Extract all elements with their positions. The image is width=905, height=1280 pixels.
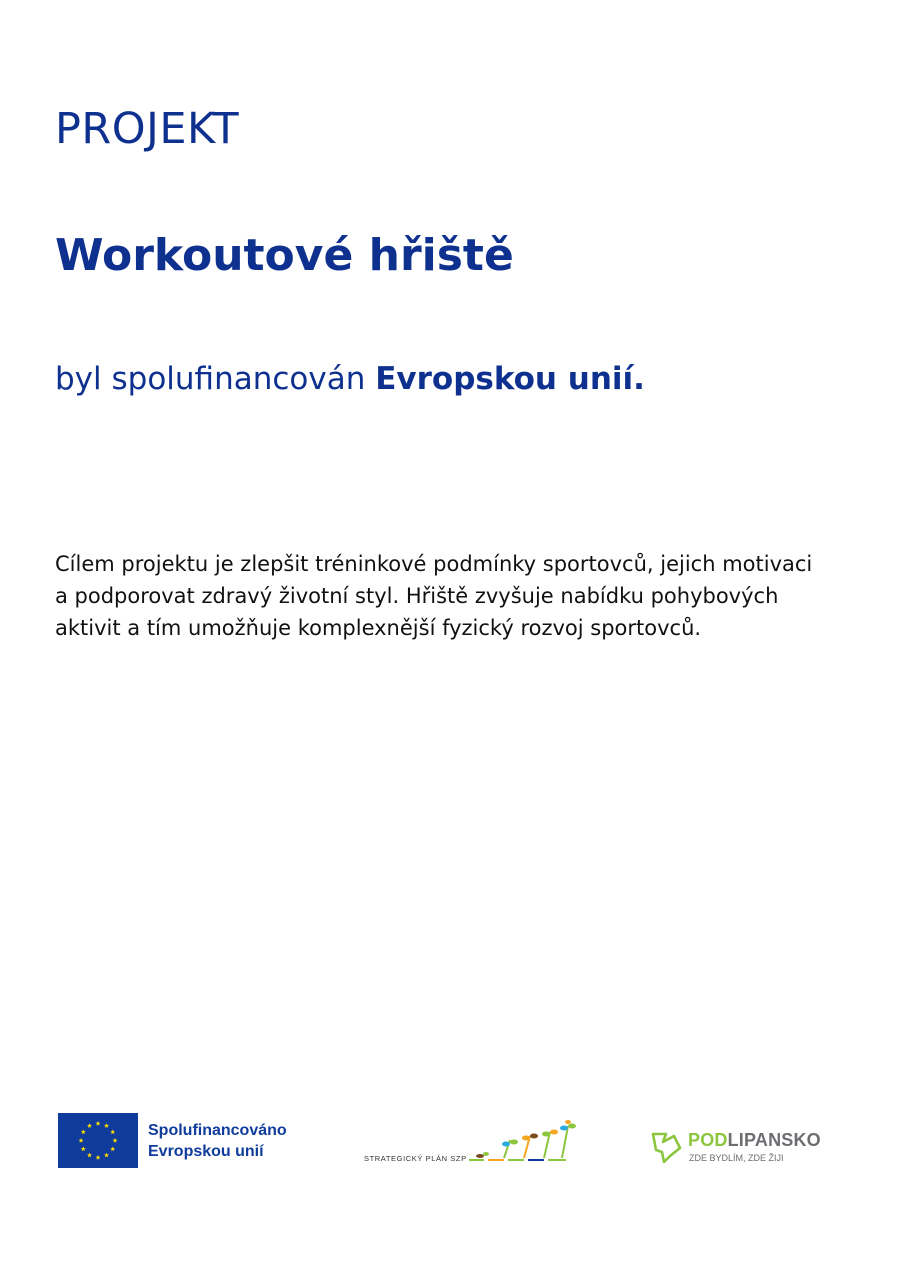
eu-star-icon	[96, 1121, 101, 1126]
funding-statement-prefix: byl spolufinancován	[55, 361, 366, 397]
eu-logo-line1: Spolufinancováno	[148, 1121, 287, 1139]
project-title: Workoutové hřiště	[55, 230, 514, 281]
eu-star-icon	[87, 1153, 92, 1158]
eu-star-icon	[87, 1123, 92, 1128]
eu-star-icon	[104, 1153, 109, 1158]
description-line: a podporovat zdravý životní styl. Hřiště zvyšuje nabídku pohybových	[55, 584, 779, 608]
eu-star-icon	[81, 1129, 86, 1134]
eu-star-icon	[104, 1123, 109, 1128]
podlipansko-slogan: ZDE BYDLÍM, ZDE ŽIJI	[689, 1153, 784, 1163]
leaf-icon	[650, 1128, 686, 1166]
strategic-plan-label: STRATEGICKÝ PLÁN SZP	[364, 1154, 467, 1163]
eu-star-icon	[96, 1155, 101, 1160]
podlipansko-name	[688, 1130, 821, 1151]
podlipansko-name-part1: POD	[688, 1130, 728, 1150]
eu-star-icon	[81, 1146, 86, 1151]
funding-statement	[55, 361, 645, 397]
project-description	[55, 548, 855, 644]
eu-logo-text	[148, 1120, 287, 1162]
eu-star-icon	[113, 1138, 118, 1143]
eu-star-icon	[110, 1146, 115, 1151]
eu-logo-line2: Evropskou unií	[148, 1142, 264, 1160]
eu-cofinanced-logo	[58, 1113, 287, 1168]
funding-statement-bold: Evropskou unií.	[375, 361, 645, 397]
eu-star-icon	[110, 1129, 115, 1134]
project-label: PROJEKT	[55, 104, 240, 154]
eu-flag-icon	[58, 1113, 138, 1168]
podlipansko-name-part2: LIPANSKO	[727, 1130, 821, 1150]
eu-star-icon	[79, 1138, 84, 1143]
description-line: Cílem projektu je zlepšit tréninkové podmínky sportovců, jejich motivaci	[55, 552, 813, 576]
strategic-plan-logo	[364, 1118, 579, 1168]
description-line: aktivit a tím umožňuje komplexnější fyzický rozvoj sportovců.	[55, 616, 702, 640]
